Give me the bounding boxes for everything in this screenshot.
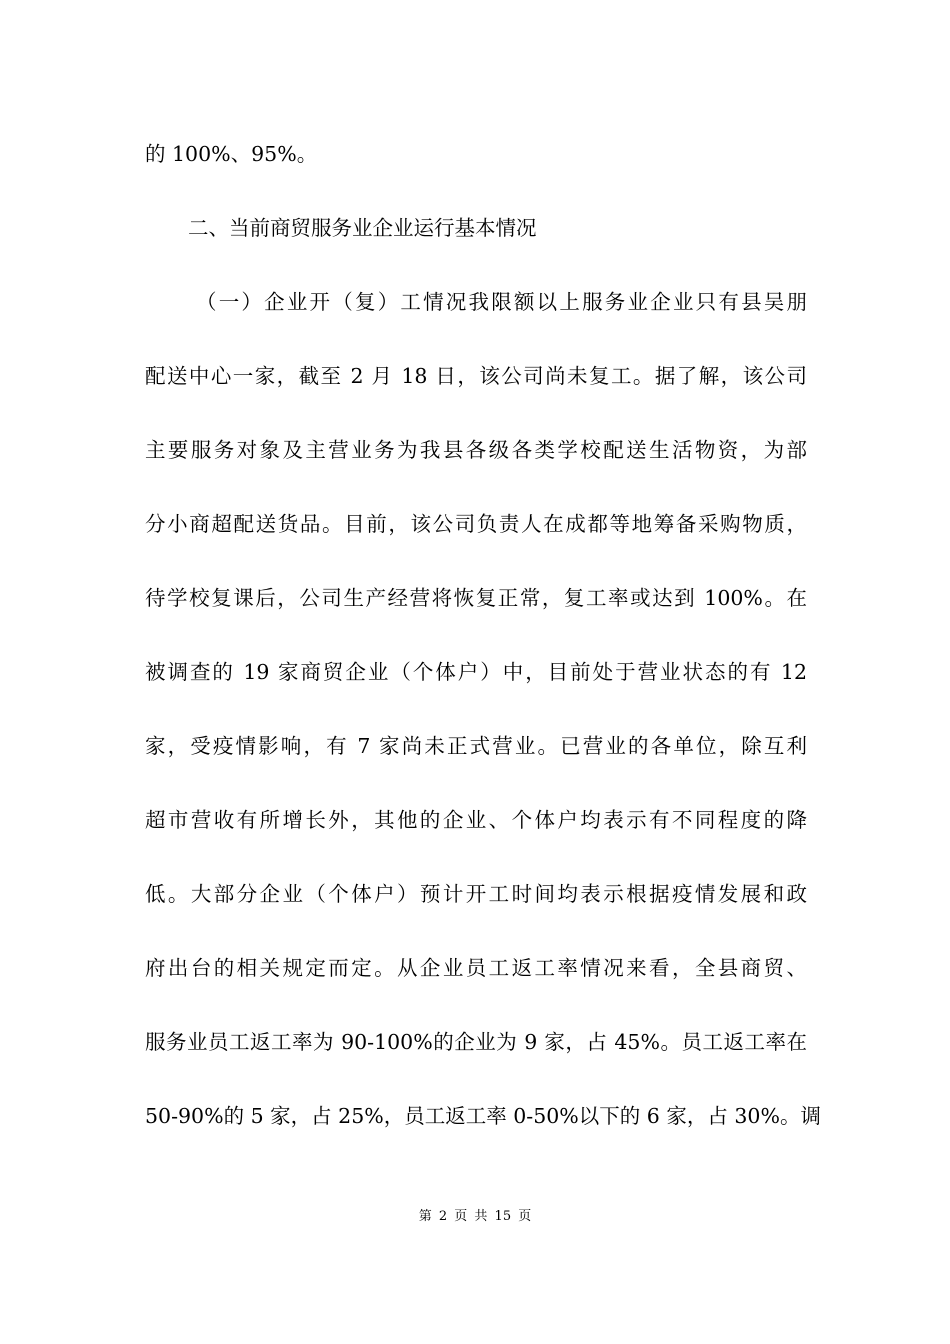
text-line-10: 超市营收有所增长外，其他的企业、个体户均表示有不同程度的降 (145, 808, 807, 832)
text-line-5: 主要服务对象及主营业务为我县各级各类学校配送生活物资，为部 (145, 438, 807, 462)
text-line-12: 府出台的相关规定而定。从企业员工返工率情况来看，全县商贸、 (145, 956, 807, 980)
page-number-footer: 第 2 页 共 15 页 (418, 1209, 532, 1224)
text-line-14: 50-90%的 5 家，占 25%，员工返工率 0-50%以下的 6 家，占 30%。调 (145, 1104, 821, 1128)
text-line-1: 的 100%、95%。 (145, 142, 318, 166)
section-heading: 二、当前商贸服务业企业运行基本情况 (188, 216, 537, 240)
text-line-3: （一）企业开（复）工情况我限额以上服务业企业只有县吴朋 (196, 290, 807, 314)
text-line-13: 服务业员工返工率为 90-100%的企业为 9 家，占 45%。员工返工率在 (145, 1030, 807, 1054)
text-line-8: 被调查的 19 家商贸企业（个体户）中，目前处于营业状态的有 12 (145, 660, 807, 684)
text-line-4: 配送中心一家，截至 2 月 18 日，该公司尚未复工。据了解，该公司 (145, 364, 807, 388)
text-line-11: 低。大部分企业（个体户）预计开工时间均表示根据疫情发展和政 (145, 882, 807, 906)
text-line-6: 分小商超配送货品。目前，该公司负责人在成都等地筹备采购物质， (145, 512, 807, 536)
text-line-7: 待学校复课后，公司生产经营将恢复正常，复工率或达到 100%。在 (145, 586, 807, 610)
text-line-9: 家，受疫情影响，有 7 家尚未正式营业。已营业的各单位，除互利 (145, 734, 807, 758)
